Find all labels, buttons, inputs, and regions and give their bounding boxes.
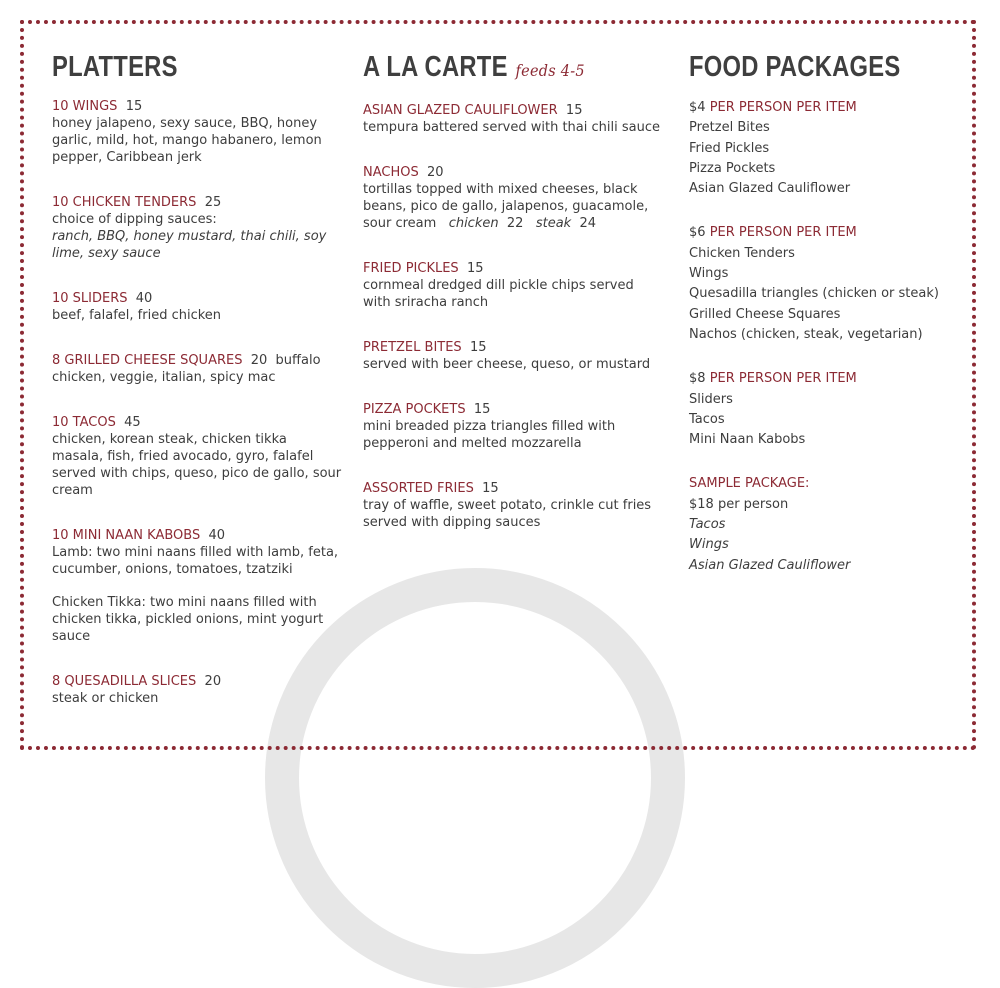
menu-item-wings [52, 98, 342, 166]
item-price: 15 [466, 261, 484, 276]
item-price: 15 [469, 340, 487, 355]
package-item: Pizza Pockets [689, 160, 776, 176]
platters-column [52, 48, 342, 735]
packages-heading: FOOD PACKAGES [689, 51, 901, 83]
item-name: 10 WINGS [52, 99, 118, 114]
item-price: 15 [125, 99, 143, 114]
item-description-start: buffalo [275, 353, 321, 368]
nachos-description: tortillas topped with mixed cheeses, black beans, pico de gallo, jalapenos, guacamole, sour cream [363, 182, 649, 231]
item-description: tempura battered served with thai chili sauce [363, 120, 660, 135]
item-description: served with beer cheese, queso, or mustard [363, 357, 651, 372]
package-price: $6 [689, 225, 706, 241]
option-steak: steak [535, 216, 572, 231]
package-item: Pretzel Bites [689, 120, 770, 136]
item-description: honey jalapeno, sexy sauce, BBQ, honey garlic, mild, hot, mango habanero, lemon pepper, Caribbean jerk [52, 116, 322, 165]
item-price: 15 [482, 481, 499, 496]
item-price: 40 [135, 291, 153, 306]
menu-item-quesadilla [52, 673, 342, 707]
sample-package-title: SAMPLE PACKAGE: [689, 476, 810, 492]
menu-item-assorted-fries [363, 480, 663, 531]
menu-item-chicken-tenders [52, 194, 342, 262]
item-name: NACHOS [363, 165, 419, 180]
package-item: Tacos [689, 411, 725, 427]
package-label: PER PERSON PER ITEM [709, 371, 857, 387]
menu-item-naan-kabobs [52, 527, 342, 645]
item-price: 25 [204, 195, 222, 210]
package-item: Sliders [689, 391, 733, 407]
item-price: 20 [250, 353, 268, 368]
option-chicken-price: 22 [506, 216, 524, 231]
package-tier-8 [689, 369, 969, 450]
package-tier-4 [689, 98, 969, 199]
item-price: 45 [124, 415, 141, 430]
packages-column [689, 48, 969, 600]
menu-item-pizza-pockets [363, 401, 663, 452]
item-name: 8 GRILLED CHEESE SQUARES [52, 353, 243, 368]
package-price: $4 [689, 100, 706, 115]
menu-item-cauliflower [363, 102, 663, 136]
platters-heading: PLATTERS [52, 51, 178, 83]
sauce-list: ranch, BBQ, honey mustard, thai chili, soy lime, sexy sauce [52, 229, 327, 261]
item-price: 15 [473, 402, 491, 417]
package-title [689, 369, 969, 389]
item-name: PIZZA POCKETS [363, 402, 466, 417]
package-item: Mini Naan Kabobs [689, 432, 806, 448]
sample-package [689, 474, 969, 575]
item-name: PRETZEL BITES [363, 340, 462, 355]
package-item: Quesadilla triangles (chicken or steak) [689, 286, 939, 302]
item-name: 10 TACOS [52, 415, 116, 430]
item-name: ASIAN GLAZED CAULIFLOWER [363, 103, 558, 118]
item-name: 8 QUESADILLA SLICES [52, 674, 197, 689]
chicken-tikka-option: Chicken Tikka: two mini naans filled with chicken tikka, pickled onions, mint yogurt sauce [52, 595, 324, 644]
package-label: PER PERSON PER ITEM [709, 100, 857, 115]
item-description: mini breaded pizza triangles filled with pepperoni and melted mozzarella [363, 419, 616, 451]
menu-item-fried-pickles [363, 260, 663, 311]
item-price: 20 [427, 165, 444, 180]
package-title [689, 98, 969, 118]
package-item: Chicken Tenders [689, 245, 795, 261]
item-description [363, 181, 663, 232]
package-tier-6 [689, 223, 969, 345]
menu-item-grilled-cheese [52, 352, 342, 386]
package-item: Nachos (chicken, steak, vegetarian) [689, 326, 923, 342]
item-description: choice of dipping sauces: [52, 212, 217, 227]
option-chicken: chicken [448, 216, 499, 231]
alacarte-heading [363, 48, 609, 90]
option-steak-price: 24 [579, 216, 597, 231]
package-item: Asian Glazed Cauliflower [689, 557, 851, 573]
package-item: Fried Pickles [689, 140, 770, 156]
package-item: Wings [689, 266, 729, 282]
package-item: Wings [689, 537, 729, 553]
package-label: PER PERSON PER ITEM [709, 225, 857, 241]
item-name: 10 SLIDERS [52, 291, 128, 306]
item-description: beef, falafel, fried chicken [52, 308, 222, 323]
menu-item-sliders [52, 290, 342, 324]
menu-item-tacos [52, 414, 342, 499]
package-item: Asian Glazed Cauliflower [689, 181, 851, 197]
menu-item-nachos [363, 164, 663, 232]
item-name: 10 MINI NAAN KABOBS [52, 528, 201, 543]
item-description: cornmeal dredged dill pickle chips served with sriracha ranch [363, 278, 634, 310]
item-name: ASSORTED FRIES [363, 481, 474, 496]
alacarte-column [363, 48, 663, 559]
feeds-note: feeds 4-5 [515, 61, 586, 80]
sample-package-price: $18 per person [689, 496, 789, 512]
item-description: chicken, korean steak, chicken tikka masala, fish, fried avocado, gyro, falafel served with chips, queso, pico de gallo, sour cream [52, 432, 342, 498]
package-title [689, 223, 969, 243]
item-price: 40 [208, 528, 226, 543]
item-price: 20 [204, 674, 222, 689]
item-description: tray of waffle, sweet potato, crinkle cut fries served with dipping sauces [363, 498, 652, 530]
item-description: chicken, veggie, italian, spicy mac [52, 370, 276, 385]
item-name: FRIED PICKLES [363, 261, 459, 276]
alacarte-title: A LA CARTE [363, 51, 508, 83]
item-description: steak or chicken [52, 691, 159, 706]
item-name: 10 CHICKEN TENDERS [52, 195, 197, 210]
package-item: Tacos [689, 517, 726, 533]
lamb-option: Lamb: two mini naans filled with lamb, feta, cucumber, onions, tomatoes, tzatziki [52, 545, 339, 577]
item-price: 15 [565, 103, 583, 118]
package-price: $8 [689, 371, 706, 387]
menu-item-pretzel-bites [363, 339, 663, 373]
package-item: Grilled Cheese Squares [689, 306, 841, 322]
